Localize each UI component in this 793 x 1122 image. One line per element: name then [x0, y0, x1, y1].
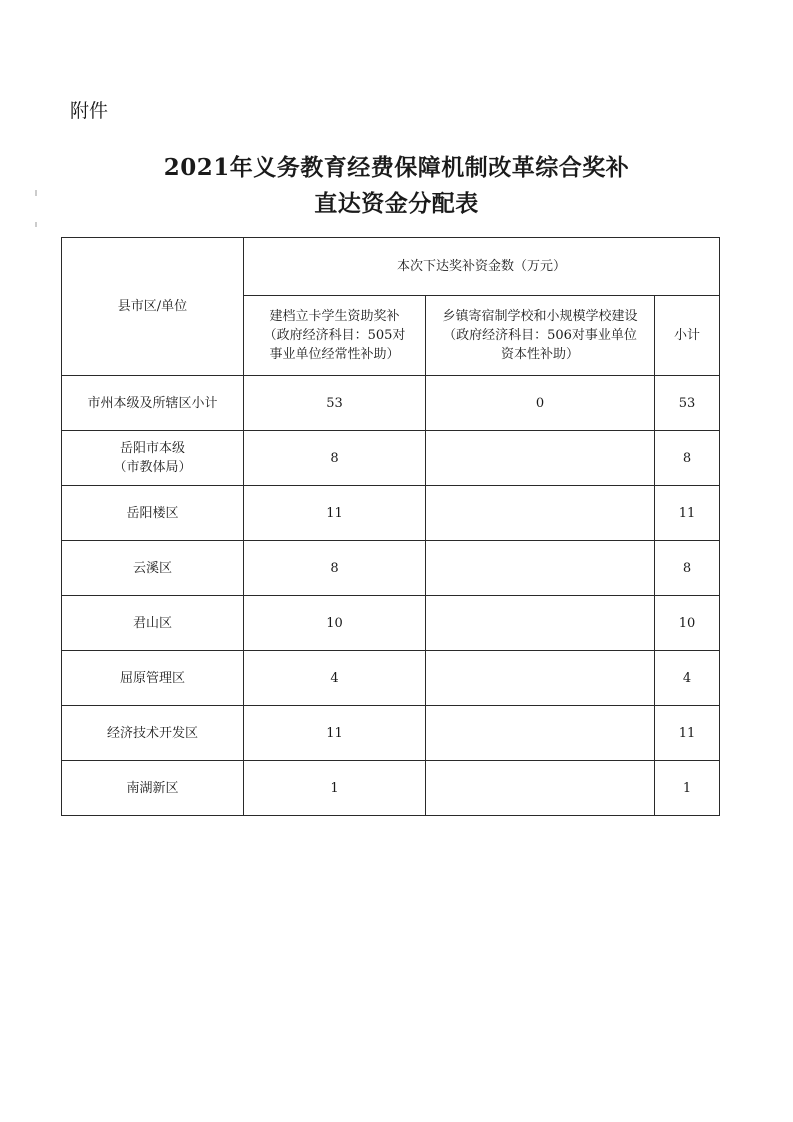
- row-unit-name-line: 市州本级及所辖区小计: [87, 395, 218, 411]
- row-unit-name: [62, 376, 244, 431]
- header-col-school-construction: [426, 296, 655, 376]
- row-school-construction-value: [426, 431, 655, 486]
- header-col-subtotal: 小计: [655, 296, 720, 376]
- table-row: [62, 761, 720, 816]
- row-school-construction-value: [426, 486, 655, 541]
- row-student-aid-value: 8: [244, 431, 426, 486]
- attachment-label: 附件: [70, 100, 109, 122]
- row-subtotal-value: 11: [655, 486, 720, 541]
- row-unit-name: [62, 596, 244, 651]
- row-subtotal-value: 1: [655, 761, 720, 816]
- row-student-aid-value: 11: [244, 486, 426, 541]
- header-col-school-construction-line: （政府经济科目：506对事业单位: [443, 328, 637, 343]
- row-subtotal-value: 53: [655, 376, 720, 431]
- allocation-table: [61, 237, 720, 816]
- row-subtotal-value: 10: [655, 596, 720, 651]
- header-fund-group: 本次下达奖补资金数（万元）: [244, 238, 720, 296]
- row-unit-name: [62, 761, 244, 816]
- row-school-construction-value: 0: [426, 376, 655, 431]
- row-unit-name-line: 君山区: [132, 615, 172, 631]
- row-unit-name: [62, 431, 244, 486]
- row-subtotal-value: 8: [655, 541, 720, 596]
- table-row: [62, 431, 720, 486]
- row-school-construction-value: [426, 706, 655, 761]
- header-col-school-construction-line: 资本性补助）: [500, 347, 579, 362]
- row-student-aid-value: 4: [244, 651, 426, 706]
- row-unit-name-line: 岳阳市本级: [119, 441, 185, 456]
- row-subtotal-value: 8: [655, 431, 720, 486]
- row-student-aid-value: 8: [244, 541, 426, 596]
- header-col-student-aid: [244, 296, 426, 376]
- row-unit-name-line: 岳阳楼区: [126, 505, 179, 521]
- title-line-1: 2021年义务教育经费保障机制改革综合奖补: [163, 154, 630, 181]
- row-subtotal-value: 11: [655, 706, 720, 761]
- table-row: [62, 651, 720, 706]
- table-row: [62, 486, 720, 541]
- row-school-construction-value: [426, 651, 655, 706]
- row-unit-name-line: （市教体局）: [113, 460, 192, 475]
- row-unit-name: [62, 541, 244, 596]
- row-student-aid-value: 1: [244, 761, 426, 816]
- row-student-aid-value: 11: [244, 706, 426, 761]
- row-unit-name-line: 屈原管理区: [119, 670, 185, 686]
- header-unit: 县市区/单位: [62, 238, 244, 376]
- row-unit-name-line: 南湖新区: [126, 780, 179, 796]
- row-student-aid-value: 53: [244, 376, 426, 431]
- row-unit-name: [62, 486, 244, 541]
- table-row: [62, 541, 720, 596]
- row-unit-name: [62, 706, 244, 761]
- table-header-row-1: [62, 238, 720, 296]
- table-row: [62, 376, 720, 431]
- row-school-construction-value: [426, 761, 655, 816]
- table-row: [62, 706, 720, 761]
- header-col-student-aid-line: 建档立卡学生资助奖补: [269, 309, 400, 324]
- title-line-2: 直达资金分配表: [314, 190, 479, 217]
- document-title: [0, 150, 793, 222]
- row-school-construction-value: [426, 541, 655, 596]
- header-col-student-aid-line: 事业单位经常性补助）: [269, 347, 400, 362]
- row-unit-name-line: 云溪区: [132, 560, 172, 576]
- row-unit-name: [62, 651, 244, 706]
- header-col-student-aid-line: （政府经济科目：505对: [263, 328, 406, 343]
- table-row: [62, 596, 720, 651]
- row-unit-name-line: 经济技术开发区: [106, 725, 198, 741]
- row-subtotal-value: 4: [655, 651, 720, 706]
- row-student-aid-value: 10: [244, 596, 426, 651]
- header-col-school-construction-line: 乡镇寄宿制学校和小规模学校建设: [442, 309, 638, 324]
- row-school-construction-value: [426, 596, 655, 651]
- scan-margin-mark: [35, 222, 37, 227]
